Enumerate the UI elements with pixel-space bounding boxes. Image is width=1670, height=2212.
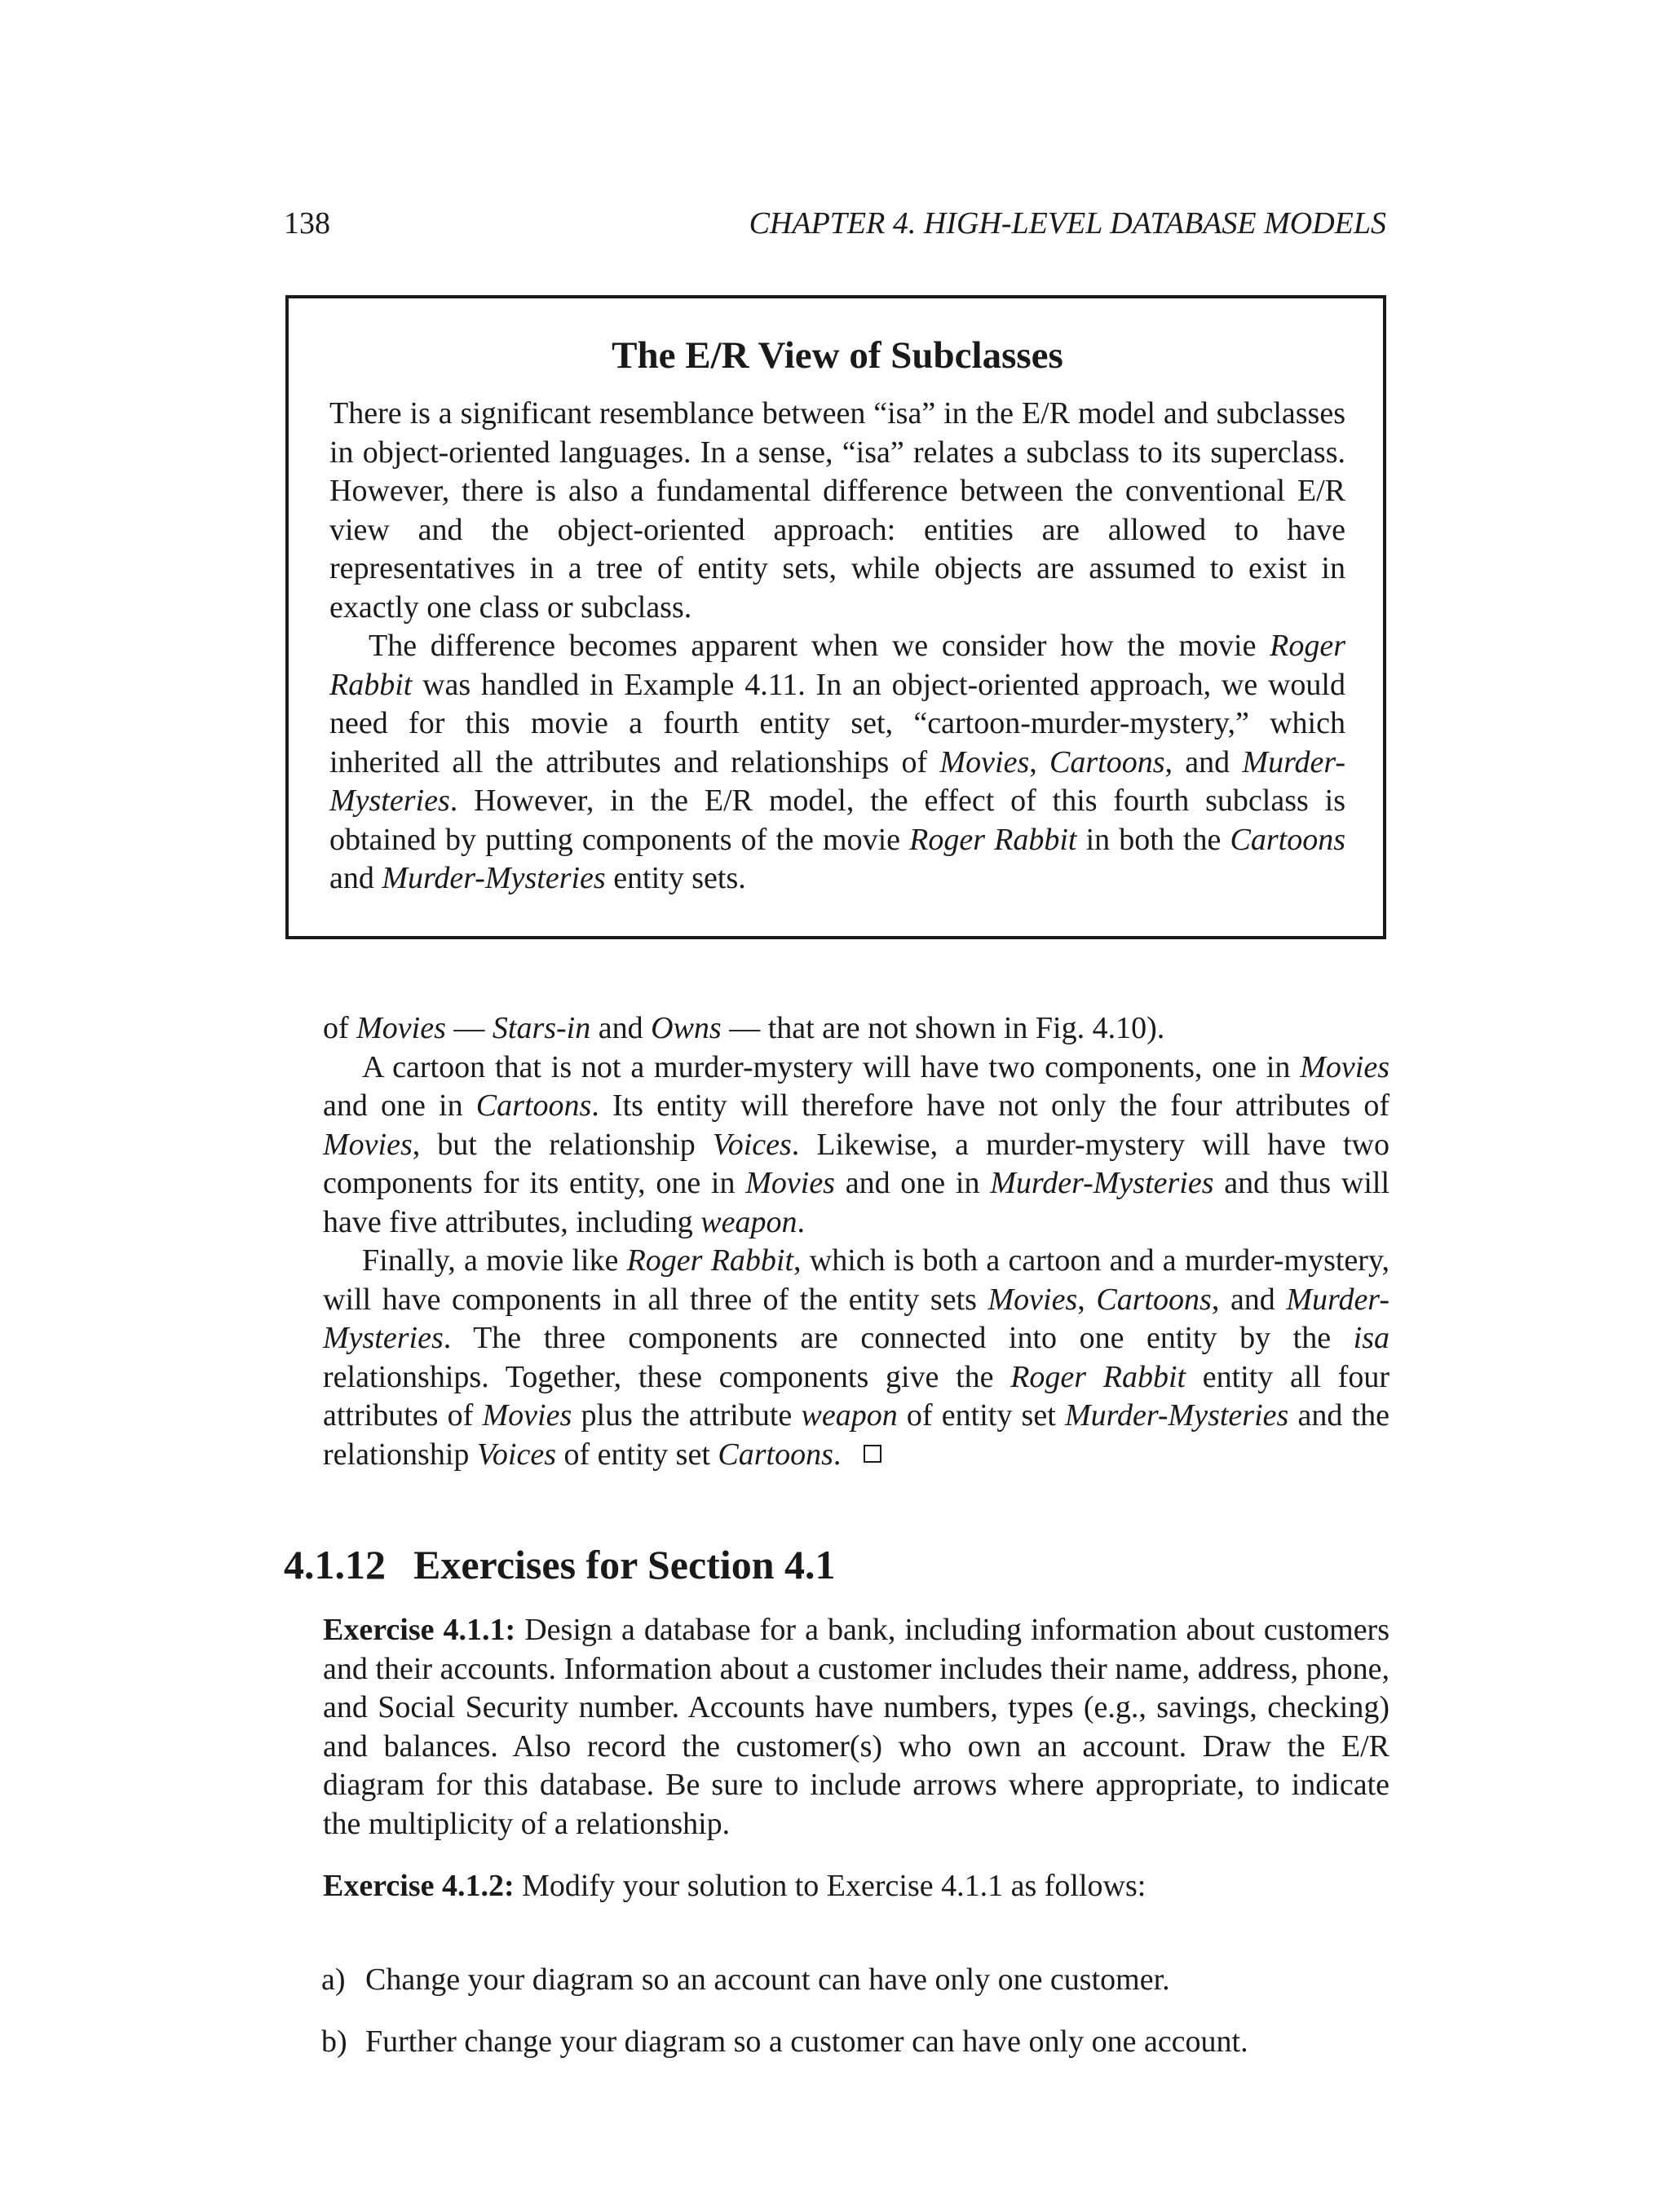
- exercise-item-a: [321, 1962, 1170, 1998]
- box-paragraph-1: There is a significant resemblance between “isa” in the E/R model and subclasses in object-oriented languages. In a sense, “isa” relates a subclass to its superclass. However, there is also a fundamental difference between the conventional E/R view and the object-oriented approach: entities are allowed to have representatives in a tree of entity sets, while objects are assumed to exist in exactly one class or subclass.: [329, 396, 1345, 625]
- sidebar-box: [285, 295, 1386, 939]
- body-paragraph-3: Finally, a movie like Roger Rabbit, which is both a cartoon and a murder-mystery, will have components in all three of the entity sets Movies, Cartoons, and Murder-Mysteries. The three components are connected into one entity by the isa relationships. Together, these components give the Roger Rabbit entity all four attributes of Movies plus the attribute weapon of entity set Murder-Mysteries and the relationship Voices of entity set Cartoons.: [323, 1243, 1390, 1472]
- running-head: CHAPTER 4. HIGH-LEVEL DATABASE MODELS: [749, 206, 1386, 241]
- item-label: b): [321, 2024, 347, 2059]
- end-of-proof-square-icon: [864, 1445, 881, 1463]
- item-text: Change your diagram so an account can have only one customer.: [365, 1963, 1170, 1997]
- body-paragraph-1: of Movies — Stars-in and Owns — that are not shown in Fig. 4.10).: [323, 1011, 1165, 1045]
- item-text: Further change your diagram so a customer can have only one account.: [365, 2024, 1248, 2059]
- body-text: [323, 1009, 1389, 1474]
- section-title: Exercises for Section 4.1: [413, 1542, 836, 1587]
- item-label: a): [321, 1963, 346, 1997]
- exercise-item-b: [321, 2024, 1248, 2060]
- exercise-text: Design a database for a bank, including information about customers and their accounts. Information about a customer includes their name, address, phone, and Social Security number. Accounts have numbers, types (e.g., savings, checking) and balances. Also record the customer(s) who own an account. Draw the E/R diagram for this database. Be sure to include arrows where appropriate, to indicate the multiplicity of a relationship.: [323, 1613, 1390, 1841]
- exercise-label: Exercise 4.1.2:: [323, 1869, 515, 1903]
- section-heading: [284, 1541, 836, 1588]
- exercise-label: Exercise 4.1.1:: [323, 1613, 516, 1647]
- box-title: The E/R View of Subclasses: [612, 334, 1063, 377]
- page-header: [284, 205, 1386, 246]
- body-paragraph-2: A cartoon that is not a murder-mystery will have two components, one in Movies and one in Cartoons. Its entity will therefore have not only the four attributes of Movies, but the relationship Voices. Likewise, a murder-mystery will have two components for its entity, one in Movies and one in Murder-Mysteries and thus will have five attributes, including weapon.: [323, 1049, 1390, 1239]
- exercise-text: Modify your solution to Exercise 4.1.1 as follows:: [514, 1869, 1146, 1903]
- page-number: 138: [284, 206, 330, 241]
- exercise-4-1-1: [323, 1611, 1389, 1843]
- exercise-4-1-2: [323, 1867, 1389, 1906]
- section-number: 4.1.12: [284, 1542, 386, 1587]
- box-paragraph-2: The difference becomes apparent when we consider how the movie Roger Rabbit was handled in Example 4.11. In an object-oriented approach, we would need for this movie a fourth entity set, “cartoon-murder-mystery,” which inherited all the attributes and relationships of Movies, Cartoons, and Murder-Mysteries. However, in the E/R model, the effect of this fourth subclass is obtained by putting components of the movie Roger Rabbit in both the Cartoons and Murder-Mysteries entity sets.: [329, 629, 1346, 895]
